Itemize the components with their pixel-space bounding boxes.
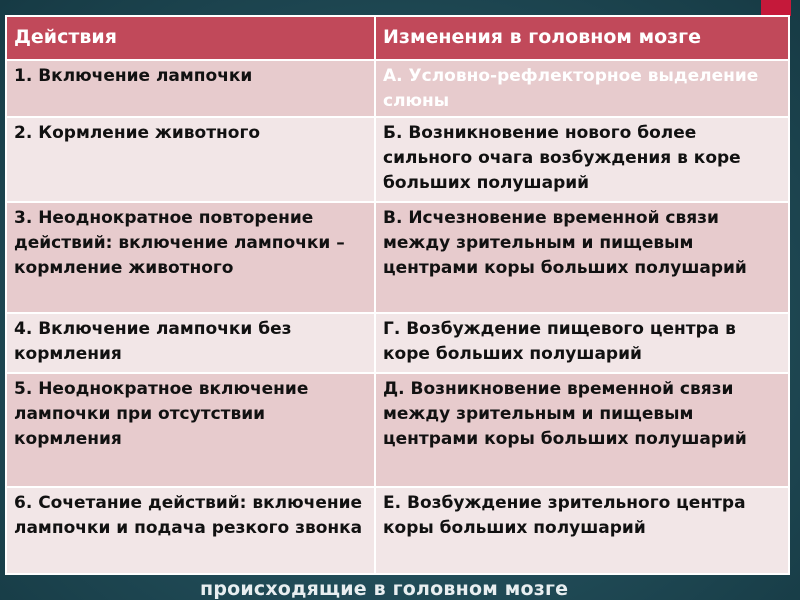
- change-cell: В. Исчезновение временной связи между зрительным и пищевым центрами коры больших полушарий: [375, 202, 789, 313]
- action-cell: 1. Включение лампочки: [6, 60, 375, 117]
- action-cell: 4. Включение лампочки без кормления: [6, 313, 375, 373]
- table-header-row: [6, 16, 789, 60]
- change-cell: Е. Возбуждение зрительного центра коры больших полушарий: [375, 487, 789, 574]
- table-row: [6, 373, 789, 487]
- action-cell: 2. Кормление животного: [6, 117, 375, 202]
- table-row: [6, 202, 789, 313]
- action-cell: 6. Сочетание действий: включение лампочки и подача резкого звонка: [6, 487, 375, 574]
- table-row: [6, 313, 789, 373]
- table-row: [6, 117, 789, 202]
- slide-caption: происходящие в головном мозге: [200, 578, 569, 600]
- action-cell: 5. Неоднократное включение лампочки при отсутствии кормления: [6, 373, 375, 487]
- matching-table: [5, 15, 790, 575]
- header-brain-changes: Изменения в головном мозге: [375, 16, 789, 60]
- change-cell: А. Условно-рефлекторное выделение слюны: [375, 60, 789, 117]
- accent-bar: [761, 0, 791, 16]
- change-cell: Г. Возбуждение пищевого центра в коре больших полушарий: [375, 313, 789, 373]
- table-row: [6, 487, 789, 574]
- change-cell: Б. Возникновение нового более сильного очага возбуждения в коре больших полушарий: [375, 117, 789, 202]
- table-row: [6, 60, 789, 117]
- action-cell: 3. Неоднократное повторение действий: включение лампочки – кормление животного: [6, 202, 375, 313]
- header-actions: Действия: [6, 16, 375, 60]
- change-cell: Д. Возникновение временной связи между зрительным и пищевым центрами коры больших полушарий: [375, 373, 789, 487]
